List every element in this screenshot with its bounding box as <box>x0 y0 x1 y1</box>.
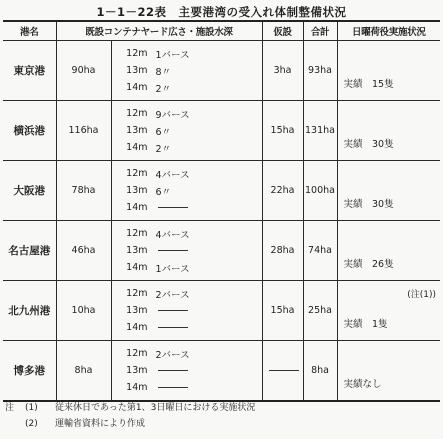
berth-count: 9バース <box>155 109 190 121</box>
depth-row <box>112 199 262 216</box>
sunday-result: 実績 30隻 <box>343 139 394 150</box>
table-title-text: 主要港湾の受入れ体制整備状況 <box>178 5 347 19</box>
depth-value: 12m <box>126 168 148 179</box>
total-area: 100ha <box>303 161 337 221</box>
sunday-result: 実績 30隻 <box>343 199 394 210</box>
table-row <box>3 161 440 221</box>
temporary-area: 28ha <box>262 221 303 281</box>
berth-count: 2〃 <box>155 143 172 155</box>
footnote <box>5 400 255 416</box>
footnote-label: 注 <box>5 403 15 413</box>
depth-value: 13m <box>126 365 148 376</box>
berth-depths <box>111 41 262 101</box>
sunday-handling-cell <box>337 41 440 101</box>
berth-depths <box>111 341 262 402</box>
sunday-result: 実績 15隻 <box>343 79 394 90</box>
depth-value: 13m <box>126 245 148 256</box>
table-row <box>3 41 440 101</box>
depth-row <box>112 259 262 276</box>
berth-count <box>156 382 262 393</box>
depth-value: 14m <box>126 202 148 213</box>
depth-row <box>112 79 262 96</box>
berth-depths <box>111 281 262 341</box>
sunday-result: 実績なし <box>343 379 382 390</box>
yard-capacity: 90ha <box>56 41 111 101</box>
total-area: 93ha <box>303 41 337 101</box>
yard-capacity: 116ha <box>56 101 111 161</box>
footnote-ref: (注(1)) <box>407 290 437 300</box>
port-table <box>3 20 440 402</box>
berth-depths <box>111 221 262 281</box>
depth-row <box>112 122 262 139</box>
yard-capacity: 8ha <box>56 341 111 402</box>
port-name: 大阪港 <box>3 161 56 221</box>
dash-mark <box>158 387 188 388</box>
sunday-result: 実績 1隻 <box>343 319 388 330</box>
berth-count: 8〃 <box>155 66 172 78</box>
depth-row <box>112 225 262 242</box>
depth-value: 13m <box>126 305 148 316</box>
dash-mark <box>158 327 188 328</box>
berth-count <box>156 305 262 316</box>
depth-value: 12m <box>126 348 148 359</box>
depth-value: 12m <box>126 108 148 119</box>
yard-capacity: 78ha <box>56 161 111 221</box>
depth-row <box>112 139 262 156</box>
berth-count: 1バース <box>155 263 190 275</box>
footnote-text: 従来休日であった第1、3日曜日における実施状況 <box>55 403 256 413</box>
sunday-handling-cell <box>337 281 440 341</box>
footnote-index: (1) <box>25 403 38 413</box>
depth-value: 12m <box>126 48 148 59</box>
depth-row <box>112 319 262 336</box>
depth-value: 13m <box>126 125 148 136</box>
temporary-area: 15ha <box>262 281 303 341</box>
depth-value: 13m <box>126 65 148 76</box>
total-area: 8ha <box>303 341 337 402</box>
depth-row <box>112 105 262 122</box>
depth-value: 14m <box>126 382 148 393</box>
sunday-handling-cell <box>337 221 440 281</box>
dash-mark <box>158 207 188 208</box>
berth-count <box>156 245 262 256</box>
dash-mark <box>158 310 188 311</box>
temporary-area: 22ha <box>262 161 303 221</box>
berth-count <box>156 202 262 213</box>
depth-value: 12m <box>126 288 148 299</box>
depth-row <box>112 362 262 379</box>
table-row <box>3 101 440 161</box>
berth-depths <box>111 161 262 221</box>
berth-count: 1バース <box>155 49 190 61</box>
footnote-index: (2) <box>25 419 38 429</box>
table-row <box>3 341 440 402</box>
depth-value: 14m <box>126 322 148 333</box>
footnotes <box>5 400 255 432</box>
depth-row <box>112 182 262 199</box>
depth-value: 13m <box>126 185 148 196</box>
header-temporary: 仮設 <box>262 21 303 41</box>
dash-mark <box>269 370 299 371</box>
depth-row <box>112 45 262 62</box>
depth-value: 12m <box>126 228 148 239</box>
header-sunday-handling: 日曜荷役実施状況 <box>337 21 440 41</box>
temporary-area: 3ha <box>262 41 303 101</box>
header-total: 合計 <box>303 21 337 41</box>
depth-value: 14m <box>126 142 148 153</box>
depth-value: 14m <box>126 262 148 273</box>
sunday-result: 実績 26隻 <box>343 259 394 270</box>
berth-depths <box>111 101 262 161</box>
berth-count <box>156 365 262 376</box>
table-title <box>0 4 443 20</box>
total-area: 25ha <box>303 281 337 341</box>
table-row <box>3 281 440 341</box>
depth-row <box>112 165 262 182</box>
berth-count: 2〃 <box>155 83 172 95</box>
footnote-label <box>5 416 25 432</box>
sunday-handling-cell <box>337 101 440 161</box>
header-row <box>3 21 440 41</box>
header-container-yard: 既設コンテナヤード広さ・施設水深 <box>56 21 262 41</box>
berth-count <box>156 322 262 333</box>
port-name: 東京港 <box>3 41 56 101</box>
berth-count: 6〃 <box>155 186 172 198</box>
sunday-handling-cell <box>337 341 440 402</box>
depth-row <box>112 62 262 79</box>
dash-mark <box>158 370 188 371</box>
berth-count: 4バース <box>155 229 190 241</box>
depth-value: 14m <box>126 82 148 93</box>
temporary-area <box>262 341 303 402</box>
berth-count: 4バース <box>155 169 190 181</box>
sunday-handling-cell <box>337 161 440 221</box>
footnote <box>5 416 255 432</box>
table-row <box>3 221 440 281</box>
header-port: 港名 <box>3 21 56 41</box>
depth-row <box>112 302 262 319</box>
yard-capacity: 46ha <box>56 221 111 281</box>
dash-mark <box>158 250 188 251</box>
footnote-text: 運輸省資料により作成 <box>55 419 146 429</box>
yard-capacity: 10ha <box>56 281 111 341</box>
port-name: 博多港 <box>3 341 56 402</box>
port-name: 名古屋港 <box>3 221 56 281</box>
table-number: 1－1－22表 <box>96 5 167 19</box>
total-area: 74ha <box>303 221 337 281</box>
depth-row <box>112 285 262 302</box>
total-area: 131ha <box>303 101 337 161</box>
port-name: 北九州港 <box>3 281 56 341</box>
berth-count: 6〃 <box>155 126 172 138</box>
berth-count: 2バース <box>155 349 190 361</box>
temporary-area: 15ha <box>262 101 303 161</box>
depth-row <box>112 345 262 362</box>
depth-row <box>112 379 262 396</box>
port-name: 横浜港 <box>3 101 56 161</box>
berth-count: 2バース <box>155 289 190 301</box>
depth-row <box>112 242 262 259</box>
